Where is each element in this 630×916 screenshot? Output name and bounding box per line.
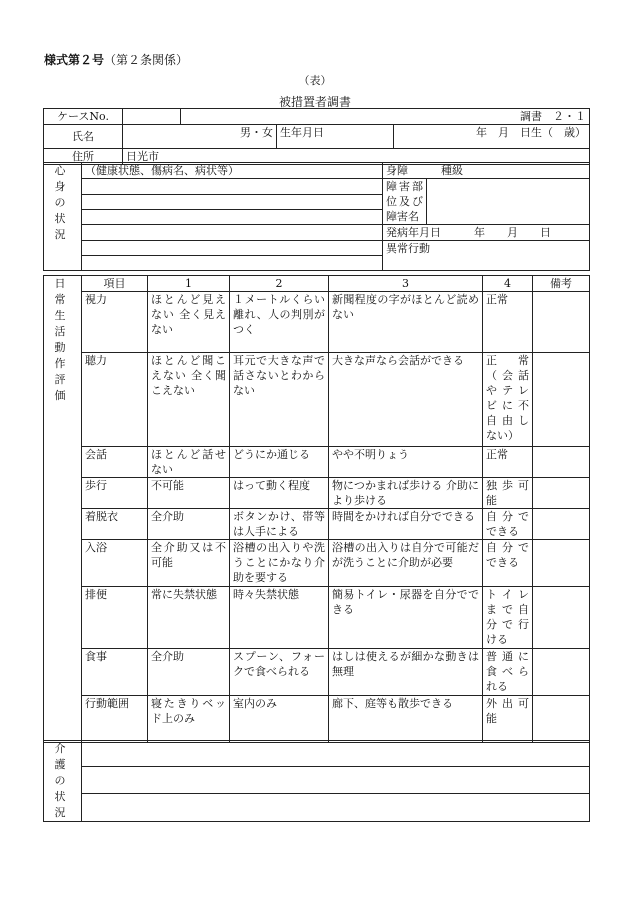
row-c1[interactable]: 全介助 bbox=[148, 509, 230, 540]
health-line-6[interactable] bbox=[82, 241, 383, 256]
row-c3[interactable]: 浴槽の出入りは自分で可能だが洗うことに介助が必要 bbox=[329, 540, 483, 587]
disability-row[interactable] bbox=[383, 163, 590, 179]
health-line-3[interactable] bbox=[82, 195, 383, 210]
daily-table bbox=[43, 275, 590, 743]
disability-part-field[interactable] bbox=[427, 179, 590, 225]
row-c2[interactable]: 浴槽の出入りや洗うことにかなり介助を要する bbox=[230, 540, 329, 587]
row-c1[interactable]: ほとんど聞こえない 全く聞こえない bbox=[148, 353, 230, 447]
form-number bbox=[44, 51, 188, 68]
row-item: 視力 bbox=[82, 292, 148, 353]
row-c1[interactable]: ほとんど見えない 全く見えない bbox=[148, 292, 230, 353]
kaigo-line-2[interactable] bbox=[82, 767, 590, 793]
row-c4[interactable]: 自分でできる bbox=[483, 509, 533, 540]
row-item: 食事 bbox=[82, 649, 148, 696]
row-c1[interactable]: 寝たきりベッド上のみ bbox=[148, 696, 230, 743]
header-c2: 2 bbox=[230, 276, 329, 292]
table-row bbox=[44, 540, 590, 587]
form-article: （第２条関係） bbox=[104, 53, 189, 67]
row-remarks[interactable] bbox=[533, 292, 590, 353]
row-item: 聴力 bbox=[82, 353, 148, 447]
disability-label: 身障 bbox=[386, 164, 408, 177]
row-c4[interactable]: 正常 bbox=[483, 447, 533, 478]
disability-part-label: 障害部位及び障害名 bbox=[383, 179, 427, 225]
row-c3[interactable]: 物につかまれば歩ける 介助により歩ける bbox=[329, 478, 483, 509]
header-table bbox=[43, 108, 590, 165]
row-c2[interactable]: 室内のみ bbox=[230, 696, 329, 743]
grade-label: 種級 bbox=[441, 164, 463, 177]
chosho-value: ２・１ bbox=[553, 110, 586, 123]
row-c3[interactable]: 新聞程度の字がほとんど読めない bbox=[329, 292, 483, 353]
birth-label: 生年月日 bbox=[277, 125, 394, 149]
row-remarks[interactable] bbox=[533, 540, 590, 587]
shinshin-label: 心身の状況 bbox=[44, 163, 82, 271]
chosho-field[interactable] bbox=[181, 109, 590, 125]
health-line-2[interactable] bbox=[82, 179, 383, 195]
row-c1[interactable]: 不可能 bbox=[148, 478, 230, 509]
row-item: 会話 bbox=[82, 447, 148, 478]
chosho-label: 調書 bbox=[520, 110, 542, 123]
header-c3: 3 bbox=[329, 276, 483, 292]
row-c1[interactable]: 全介助又は不可能 bbox=[148, 540, 230, 587]
table-row bbox=[44, 353, 590, 447]
row-c1[interactable]: ほとんど話せない bbox=[148, 447, 230, 478]
name-field[interactable] bbox=[123, 125, 277, 149]
table-row bbox=[44, 509, 590, 540]
header-c4: 4 bbox=[483, 276, 533, 292]
row-c1[interactable]: 常に失禁状態 bbox=[148, 587, 230, 649]
row-c3[interactable]: 廊下、庭等も散歩できる bbox=[329, 696, 483, 743]
row-c4[interactable]: 正常 bbox=[483, 292, 533, 353]
abnormal-row[interactable] bbox=[383, 241, 590, 271]
table-row bbox=[44, 292, 590, 353]
row-item: 行動範囲 bbox=[82, 696, 148, 743]
health-line-5[interactable] bbox=[82, 225, 383, 241]
table-row bbox=[44, 587, 590, 649]
abnormal-label: 異常行動 bbox=[386, 242, 430, 255]
row-c3[interactable]: 大きな声なら会話ができる bbox=[329, 353, 483, 447]
birth-date-field[interactable]: 年 月 日生（ 歳） bbox=[394, 125, 590, 149]
row-c4[interactable]: トイレまで自分で行ける bbox=[483, 587, 533, 649]
case-no-label: ケースNo. bbox=[44, 109, 123, 125]
row-c2[interactable]: はって動く程度 bbox=[230, 478, 329, 509]
row-c2[interactable]: 耳元で大きな声で話さないとわからない bbox=[230, 353, 329, 447]
health-field[interactable]: （健康状態、傷病名、病状等） bbox=[82, 163, 383, 179]
health-line-7[interactable] bbox=[82, 256, 383, 271]
shinshin-table bbox=[43, 162, 590, 271]
row-remarks[interactable] bbox=[533, 478, 590, 509]
row-remarks[interactable] bbox=[533, 696, 590, 743]
row-item: 排便 bbox=[82, 587, 148, 649]
row-c1[interactable]: 全介助 bbox=[148, 649, 230, 696]
table-row bbox=[44, 478, 590, 509]
health-line-4[interactable] bbox=[82, 210, 383, 225]
row-c4[interactable]: 正常 （会話やテレビに不自由しない） bbox=[483, 353, 533, 447]
form-number-label: 様式第２号 bbox=[44, 53, 105, 67]
row-item: 入浴 bbox=[82, 540, 148, 587]
row-remarks[interactable] bbox=[533, 587, 590, 649]
table-row bbox=[44, 649, 590, 696]
kaigo-label: 介護の状況 bbox=[44, 741, 82, 822]
table-row bbox=[44, 696, 590, 743]
row-c3[interactable]: はしは使えるが細かな動きは無理 bbox=[329, 649, 483, 696]
table-row bbox=[44, 447, 590, 478]
header-item: 項目 bbox=[82, 276, 148, 292]
row-c4[interactable]: 普通に食べられる bbox=[483, 649, 533, 696]
row-remarks[interactable] bbox=[533, 353, 590, 447]
row-item: 歩行 bbox=[82, 478, 148, 509]
row-remarks[interactable] bbox=[533, 447, 590, 478]
row-c2[interactable]: １メートルくらい離れ、人の判別がつく bbox=[230, 292, 329, 353]
row-c2[interactable]: 時々失禁状態 bbox=[230, 587, 329, 649]
row-c4[interactable]: 自分でできる bbox=[483, 540, 533, 587]
kaigo-table bbox=[43, 740, 590, 822]
header-remarks: 備考 bbox=[533, 276, 590, 292]
document-title: 被措置者調書 bbox=[278, 95, 351, 109]
row-remarks[interactable] bbox=[533, 649, 590, 696]
name-label: 氏名 bbox=[44, 125, 123, 149]
row-remarks[interactable] bbox=[533, 509, 590, 540]
row-item: 着脱衣 bbox=[82, 509, 148, 540]
row-c4[interactable]: 外出可能 bbox=[483, 696, 533, 743]
onset-label: 発病年月日 bbox=[386, 226, 441, 239]
daily-label: 日常生活動作評価 bbox=[44, 276, 82, 743]
address-field[interactable]: 日光市 bbox=[123, 149, 590, 165]
row-c2[interactable]: スプーン、フォークで食べられる bbox=[230, 649, 329, 696]
case-no-field[interactable] bbox=[123, 109, 181, 125]
row-c3[interactable]: 時間をかければ自分でできる bbox=[329, 509, 483, 540]
kaigo-line-1[interactable] bbox=[82, 741, 590, 767]
row-c3[interactable]: 簡易トイレ・尿器を自分でできる bbox=[329, 587, 483, 649]
onset-format: 年 月 日 bbox=[474, 226, 551, 239]
row-c2[interactable]: どうにか通じる bbox=[230, 447, 329, 478]
onset-row[interactable] bbox=[383, 225, 590, 241]
table-mark: （表） bbox=[298, 74, 332, 87]
sex-value: 男・女 bbox=[240, 126, 273, 139]
address-label: 住所 bbox=[44, 149, 123, 165]
row-c4[interactable]: 独歩可能 bbox=[483, 478, 533, 509]
header-c1: 1 bbox=[148, 276, 230, 292]
row-c2[interactable]: ボタンかけ、帯等は人手による bbox=[230, 509, 329, 540]
kaigo-line-3[interactable] bbox=[82, 793, 590, 821]
row-c3[interactable]: やや不明りょう bbox=[329, 447, 483, 478]
